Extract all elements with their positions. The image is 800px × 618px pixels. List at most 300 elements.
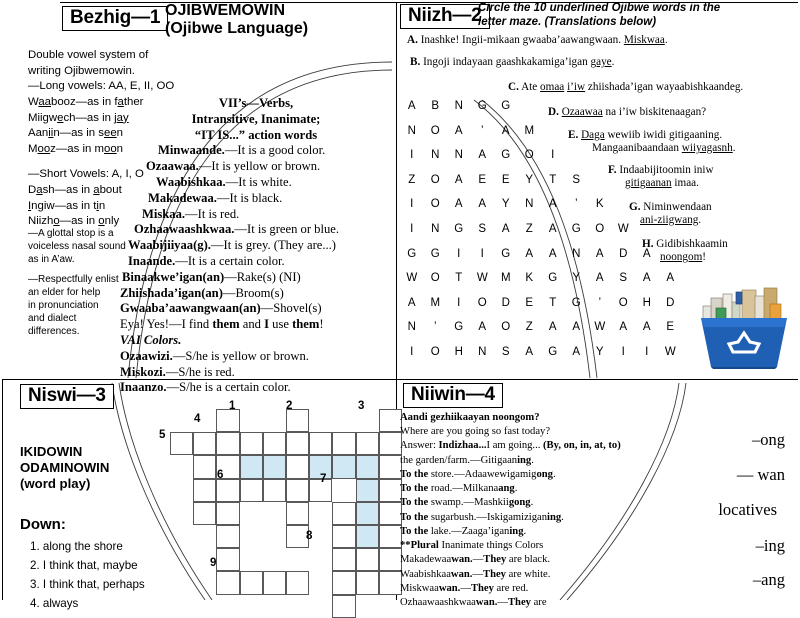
q4-plural-header-b: Inanimate things Colors [438,540,544,552]
intro-line-2: writing Ojibwemowin. [28,64,135,77]
recycling-bin-image [698,286,790,370]
q4-loc-suffix: ang [498,483,515,495]
maze-letter: H [454,345,463,358]
crossword-cell[interactable] [216,525,239,548]
vii-entry [120,143,392,159]
elder-note-line1: —Respectfully enlist [28,274,119,286]
crossword-cell[interactable] [216,479,239,502]
down-clue-item: 2. I think that, maybe [30,558,138,572]
vii-entry [120,254,392,270]
crossword-cell[interactable] [356,571,379,594]
maze-letter: N [525,198,534,211]
crossword-cell[interactable] [240,432,263,455]
maze-letter: G [501,149,511,162]
maze-clue-g-cont [640,213,800,227]
q4-plural-word: Ozhaawaashkwaa [400,597,476,609]
clue-text: gitigaanan imaa. [625,177,699,189]
locative-label: locatives [718,500,777,519]
crossword-cell[interactable] [216,571,239,594]
maze-clue-b [410,55,790,69]
q4-loc-line [400,525,625,539]
crossword-cell[interactable] [216,502,239,525]
vii-term: Makadewaa. [148,190,217,205]
maze-letter: A [642,272,651,285]
crossword-cell[interactable] [332,595,355,618]
vii-gloss: —Rake(s) (NI) [224,269,301,284]
clue-text: Mangaanibaandaan wiiyagasnh. [592,142,736,154]
clue-letter: A. [407,34,418,46]
short-vowel-ex-1: Dash—as in about [28,184,122,196]
q4-loc-plain: store. [430,468,455,480]
crossword-number-8: 8 [306,530,313,542]
section-tag-niizh: Niizh—2 [400,4,490,29]
crossword-cell[interactable] [332,548,355,571]
maze-letter: G [454,222,464,235]
vii-term: Minwaande. [158,143,225,158]
maze-letter: D [619,247,628,260]
q4-answer-line2-c: ing [517,454,532,466]
q4-loc-suffix: ing [509,525,524,537]
q4-loc-bold: To the [400,468,431,480]
q4-answer-bold: Indizhaa... [438,440,487,452]
crossword-cell[interactable] [309,432,332,455]
maze-letter: N [478,345,487,358]
vii-term: Miskaa. [142,206,186,221]
rule-left-edge [2,379,3,600]
vii-gloss: —It is red. [185,206,240,221]
down-clues-label: Down: [20,516,66,533]
crossword-cell[interactable] [286,502,309,525]
vii-entry [120,175,392,191]
q4-plural-suffix: wan. [450,568,473,580]
vai-entry [120,365,392,381]
q4-loc-tail: . [561,511,564,523]
crossword-cell[interactable] [286,571,309,594]
clue-text: Gidibishkaamin [656,238,728,250]
q4-loc-bold: To the [400,525,431,537]
q4-plural-tail: are red. [493,582,529,594]
vii-entry [120,238,392,254]
vii-term: Ozaawaa. [146,159,199,174]
q4-answer-line2-a: the garden/farm. [400,454,471,466]
maze-letter: A [548,198,557,211]
maze-letter: A [407,296,416,309]
clue-letter: F. [608,164,617,176]
maze-letter: A [666,272,675,285]
maze-letter: A [454,173,463,186]
crossword-cell[interactable] [379,479,402,502]
crossword-cell[interactable] [332,455,355,478]
maze-letter: H [642,296,651,309]
q4-plural-them: They [483,554,507,566]
q4-plural-suffix: wan. [475,597,498,609]
maze-letter: O [595,222,605,235]
ojibwemowin-title-line1: OJIBWEMOWIN [165,2,285,19]
q4-plural-them: They [507,597,531,609]
crossword-cell[interactable] [356,525,379,548]
q4-answer-rest: I am going... [486,440,544,452]
maze-letter: D [666,296,675,309]
crossword-cell[interactable] [356,548,379,571]
maze-letter: I [551,149,555,162]
vii-term: Inaande. [128,253,176,268]
down-clues-list [30,538,145,614]
q4-loc-plain: road. [430,483,453,495]
vii-heading-1: VII’s—Verbs, [218,96,294,110]
glottal-note-line3: as in A’aw. [28,253,75,265]
maze-letter: M [524,124,535,137]
maze-letter: O [501,321,511,334]
maze-letter: A [501,222,510,235]
vii-term: Gwaaba’aawangwaan(an) [120,301,261,316]
maze-clue-e [568,128,798,142]
q4-loc-suffix: ong [536,468,553,480]
q4-answer-line2: the garden/farm.—Gitigaaning. [400,454,534,466]
maze-letter: I [410,149,414,162]
maze-letter: A [407,100,416,112]
vii-gloss: —It is yellow or brown. [198,159,321,174]
q4-plural-header-a: **Plural [400,540,439,552]
maze-clue-h [642,237,800,251]
ikidowin-line2: ODAMINOWIN [20,460,110,476]
crossword-cell[interactable] [286,409,309,432]
maze-letter: ’ [433,321,437,334]
q4-loc-dash: —Iskigamizigan [476,511,548,523]
q4-loc-dash: —Zaaga’igan [451,525,510,537]
q4-loc-suffix: ing [547,511,562,523]
vai-term: Inaanzo. [120,380,167,395]
glottal-note-line2: voiceless nasal sound [28,240,126,252]
maze-letter: I [645,345,649,358]
short-vowel-ex-2: Ingiw—as in tin [28,199,106,212]
q4-loc-line [400,468,625,482]
maze-clue-a [407,33,792,47]
clue-text: Ate omaa i’iw zhiishada’igan wayaabishkaandeg. [521,81,744,93]
q4-plural-dash: — [460,582,471,594]
maze-letter: N [407,321,416,334]
crossword-cell[interactable] [240,455,263,478]
maze-letter: O [430,124,440,137]
q4-loc-bold: To the [400,483,431,495]
long-vowel-ex-4: Mooz—as in moon [28,142,123,155]
maze-letter: Y [572,272,581,285]
maze-letter: O [477,296,487,309]
clue-text: Indaabijitoomin iniw [619,164,714,176]
ikidowin-line3: (word play) [20,476,91,492]
vii-entry [120,159,392,175]
maze-letter: E [501,173,510,186]
clue-letter: B. [410,56,421,68]
crossword-cell[interactable] [263,455,286,478]
q4-loc-plain: lake. [430,525,452,537]
locative-suffix-0: –ong [752,430,785,449]
short-vowels-header: —Short Vowels: A, I, O [28,168,144,181]
crossword-number-9: 9 [210,557,217,569]
maze-letter: D [501,296,510,309]
q4-plural-line [400,553,625,567]
clue-text: ani-ziigwang. [640,214,702,226]
down-clue-item: 1. along the shore [30,540,123,553]
crossword-cell[interactable] [193,432,216,455]
maze-letter: I [457,296,461,309]
clue-text: Inashke! Ingii-mikaan gwaaba’aawangwaan. Miskwaa. [420,34,668,46]
crossword-cell[interactable] [332,571,355,594]
q4-loc-tail: . [514,483,518,495]
crossword-cell[interactable] [379,548,402,571]
q4-loc-dash: —Adaawewigamig [454,468,537,480]
maze-letter: M [500,272,511,285]
crossword-cell[interactable] [379,525,402,548]
vii-gloss: —It is black. [216,190,283,205]
q4-loc-tail: . [523,525,527,537]
crossword-cell[interactable] [286,432,309,455]
maze-letter: N [431,222,440,235]
vii-gloss: —Broom(s) [222,285,284,300]
q4-answer-paren: (By, on, in, at, to) [543,440,621,452]
vii-gloss: —It is green or blue. [234,222,339,237]
clue-text: Niminwendaan [643,201,712,213]
maze-letter: K [525,272,534,285]
maze-letter: Z [525,321,533,334]
crossword-cell[interactable] [379,409,402,432]
crossword-grid [170,409,390,599]
maze-letter: G [501,247,511,260]
q4-plural-suffix: wan. [438,582,461,594]
crossword-cell[interactable] [379,571,402,594]
maze-letter: A [619,321,628,334]
clue-text: Daga wewiib iwidi gitigaaning. [581,129,723,141]
maze-letter: W [664,345,676,358]
q4-plural-tail: are white. [505,568,551,580]
crossword-cell[interactable] [240,571,263,594]
q4-plural-line [400,596,625,610]
crossword-cell[interactable] [379,455,402,478]
q4-plural-tail: are [530,597,547,609]
crossword-cell[interactable] [379,502,402,525]
crossword-cell[interactable] [332,525,355,548]
q4-plural-suffix: wan. [451,554,473,566]
maze-letter: E [478,173,487,186]
q4-question-oj-text: Aandi gezhiikaayan noongom? [400,412,540,423]
crossword-number-2: 2 [286,400,293,412]
q4-loc-plain: swamp. [430,497,464,509]
maze-letter: O [430,272,440,285]
maze-clue-c [508,80,798,94]
maze-letter: N [431,149,440,162]
maze-letter: W [617,222,629,235]
maze-letter: M [430,296,441,309]
crossword-cell[interactable] [240,479,263,502]
maze-letter: A [595,247,604,260]
vii-verb-list [120,96,392,396]
q4-plural-header [400,539,625,553]
maze-clue-g [629,200,799,214]
locative-suffix-4: –ang [752,570,785,589]
crossword-cell[interactable] [193,455,216,478]
maze-letter: ’ [574,198,578,211]
q4-loc-line [400,482,625,496]
crossword-cell[interactable] [216,409,239,432]
q4-loc-tail: . [530,497,534,509]
q4-answer-line2-b: —Gitigaan [470,454,518,466]
vii-entry [120,270,392,286]
niizh-instructions-line2: letter maze. (Translations below) [478,15,657,28]
long-vowel-ex-3: Aaniin—as in seen [28,127,124,140]
q4-plural-word: Waabishkaa [400,568,451,580]
maze-letter: ’ [480,124,484,137]
crossword-number-3: 3 [358,400,365,412]
locative-suffix-3: –ing [755,536,785,555]
maze-letter: A [478,321,487,334]
vai-term: Miskozi. [120,364,166,379]
maze-letter: G [430,247,440,260]
maze-letter: B [431,100,440,112]
maze-letter: G [548,345,558,358]
maze-letter: S [619,272,628,285]
section-tag-bezhig: Bezhig—1 [62,6,168,31]
clue-letter: H. [642,238,654,250]
q4-loc-bold: To the [400,497,431,509]
maze-letter: W [406,272,418,285]
maze-letter: A [572,321,581,334]
q4-plural-dash: — [472,554,484,566]
vii-term: Waabishkaa. [156,174,226,189]
clue-text: Ingoji indayaan gaashkakamiga’igan gaye. [423,56,615,68]
maze-letter: S [478,222,487,235]
crossword-cell[interactable] [193,479,216,502]
maze-letter: I [480,247,484,260]
crossword-number-6: 6 [217,469,224,481]
crossword-cell[interactable] [356,455,379,478]
maze-letter: N [454,149,463,162]
maze-letter: I [457,247,461,260]
vii-gloss: —It is white. [225,174,292,189]
long-vowel-ex-2: Miigwech—as in jay [28,111,129,124]
maze-letter: S [501,345,510,358]
maze-letter: G [548,272,558,285]
crossword-cell[interactable] [193,502,216,525]
glottal-note-line1: —A glottal stop is a [28,228,114,239]
q4-plural-word: Miskwaa [400,582,439,594]
crossword-cell[interactable] [356,432,379,455]
crossword-cell[interactable] [286,479,309,502]
maze-letter: Y [525,173,534,186]
maze-letter: I [410,345,414,358]
vai-gloss: —S/he is yellow or brown. [172,348,309,363]
maze-letter: O [430,345,440,358]
vai-term: Ozaawizi. [120,348,173,363]
elder-note-line4: and dialect [28,312,77,324]
crossword-cell[interactable] [216,432,239,455]
crossword-cell[interactable] [263,479,286,502]
clue-letter: E. [568,129,579,141]
crossword-cell[interactable] [379,432,402,455]
maze-letter: E [666,321,675,334]
elder-note-line2: an elder for help [28,287,101,299]
ojibwemowin-title [165,2,308,38]
vii-heading-2: Intransitive, Inanimate; [191,111,321,126]
vai-heading [120,333,392,349]
maze-letter: A [525,247,534,260]
vii-gloss: —It is a good color. [224,143,326,158]
vai-gloss: —S/he is red. [165,364,235,379]
q4-plural-line [400,582,625,596]
niizh-instructions-line1: Circle the 10 underlined Ojibwe words in the [478,2,721,14]
maze-clue-h-cont [660,250,800,264]
q4-plural-them: They [483,568,506,580]
short-vowel-ex-3: Niizho—as in only [28,215,120,228]
crossword-cell[interactable] [170,432,193,455]
locative-suffix-1: — wan [736,465,785,484]
crossword-cell[interactable] [263,571,286,594]
crossword-cell[interactable] [356,479,379,502]
maze-letter: A [501,124,510,137]
maze-letter: A [525,345,534,358]
down-clue-item: 4. always [30,596,79,610]
eya-line: Eya! Yes!—I find them and I use them! [120,317,324,332]
clue-text: noongom! [660,251,706,263]
q4-question-oj [400,411,625,425]
maze-letter: O [524,149,534,162]
vii-entry [120,286,392,302]
section-tag-niiwin: Niiwin—4 [403,383,503,408]
q4-loc-dash: —Mashkii [463,497,509,509]
recycle-bin-icon [698,286,790,370]
maze-letter: Y [501,198,510,211]
maze-letter: S [572,173,581,186]
crossword-cell[interactable] [332,502,355,525]
clue-letter: C. [508,81,519,93]
maze-letter: G [454,321,464,334]
vii-entry [120,301,392,317]
maze-letter: A [548,222,557,235]
vii-gloss: —Shovel(s) [260,301,322,316]
vii-term: Waabijiiyaa(g). [128,238,211,253]
maze-letter: A [548,321,557,334]
q4-loc-dash: —Milkana [452,483,499,495]
crossword-cell[interactable] [216,548,239,571]
long-vowel-ex-1: Waabooz—as in father [28,95,144,108]
vai-entry [120,349,392,365]
maze-letter: K [595,198,604,211]
vii-gloss: —It is grey. (They are...) [210,238,336,253]
crossword-cell[interactable] [286,455,309,478]
q4-plural-word: Makadewaa [400,554,452,566]
elder-note-line3: in pronunciation [28,299,99,311]
vii-entry [120,207,392,223]
maze-letter: W [476,272,488,285]
clue-letter: G. [629,201,641,213]
crossword-cell[interactable] [332,432,355,455]
vai-heading-text: VAI Colors. [120,332,182,347]
crossword-number-7: 7 [320,473,327,485]
crossword-cell[interactable] [356,502,379,525]
maze-letter: I [621,345,625,358]
vai-entry [120,380,392,396]
crossword-cell[interactable] [263,432,286,455]
vii-entry [120,191,392,207]
vii-heading-3: “IT IS...” action words [194,127,318,142]
maze-letter: A [548,247,557,260]
q4-plural-dash: — [472,568,484,580]
maze-letter: I [410,222,414,235]
maze-letter: T [549,296,557,309]
maze-letter: W [594,321,606,334]
maze-clue-f [608,163,798,177]
elder-note-line5: differences. [28,325,80,337]
maze-letter: A [642,321,651,334]
q4-loc-suffix: gong [508,497,531,509]
